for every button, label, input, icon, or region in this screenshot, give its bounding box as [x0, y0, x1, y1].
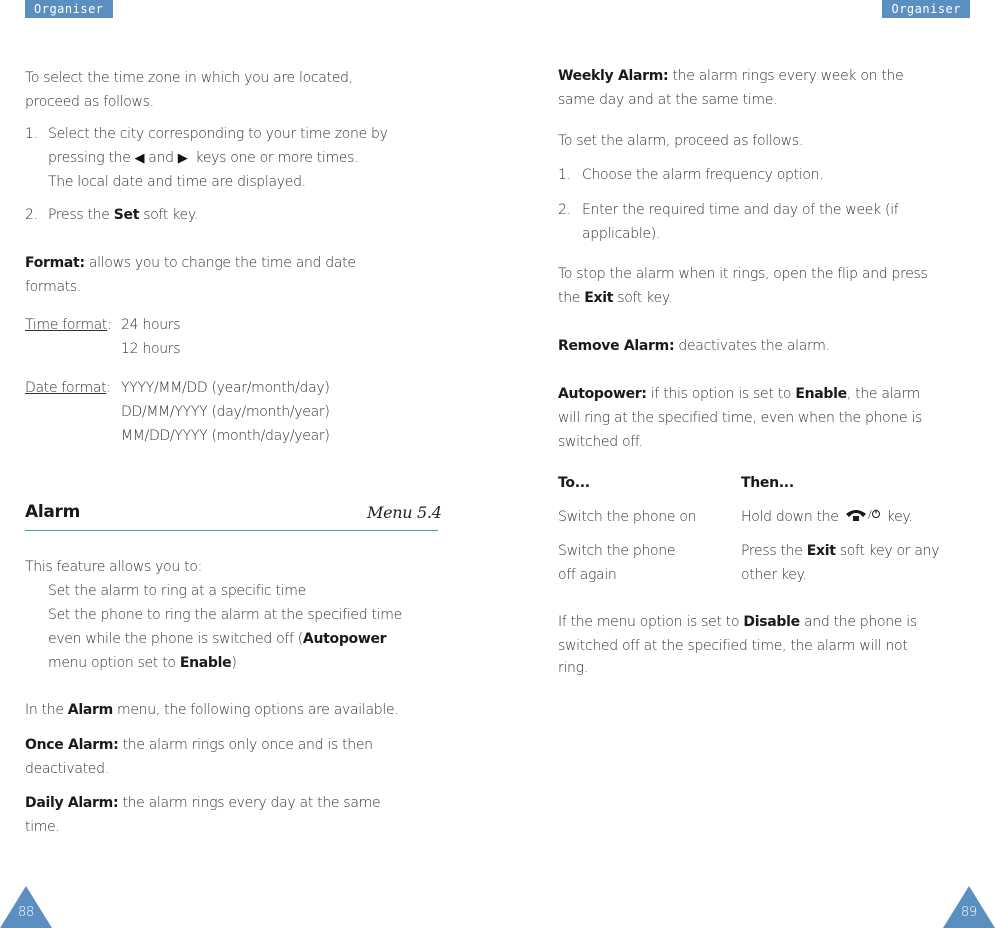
time-format-option: 12 hours [121, 341, 181, 357]
date-format-label-text: Date format [25, 380, 107, 396]
stop-post: soft key. [617, 290, 673, 306]
right-arrow-icon: ▶ [177, 151, 188, 166]
remove-alarm-line [558, 334, 830, 358]
step2-text [48, 203, 198, 227]
step-number: 2. [25, 207, 38, 223]
disable-line [558, 610, 917, 634]
section-tag-left: Organiser [25, 0, 113, 18]
section-divider [25, 530, 438, 531]
page-number-text: 89 [961, 905, 977, 920]
table-cell-then: other key. [741, 567, 807, 583]
autopower-line [558, 382, 920, 406]
disable-post: and the phone is [803, 614, 917, 630]
format-label: Format: [25, 255, 85, 271]
weekly-alarm-label: Weekly Alarm: [558, 68, 669, 84]
exit-key-label: Exit [806, 543, 836, 559]
daily-alarm-text: the alarm rings every day at the same [122, 795, 381, 811]
feature2-pre: even while the phone is switched off ( [48, 631, 303, 647]
row2-then-post: soft key or any [839, 543, 940, 559]
feature2-line3-pre: menu option set to [48, 655, 176, 671]
step1-keys-line [48, 146, 358, 171]
step1-pre: pressing the [48, 150, 131, 166]
autopower-label: Autopower: [558, 386, 647, 402]
date-format-label: Date format: [25, 380, 111, 396]
date-format-option: YYYY/MM/DD (year/month/day) [121, 380, 330, 396]
step2-post: soft key. [143, 207, 199, 223]
format-text: allows you to change the time and date [88, 255, 356, 271]
stop-alarm-line [558, 286, 672, 310]
step2-text: Enter the required time and day of the week (if [582, 202, 899, 218]
autopower-text: switched off. [558, 434, 643, 450]
step2-text: applicable). [582, 226, 661, 242]
page-number-right [943, 886, 995, 928]
svg-text:/: / [867, 508, 872, 521]
remove-alarm-label: Remove Alarm: [558, 338, 675, 354]
table-cell-to: off again [558, 567, 617, 583]
autopower-post: , the alarm [846, 386, 921, 402]
row2-then-pre: Press the [741, 543, 803, 559]
time-format-label-text: Time format [25, 317, 108, 333]
exit-key-label: Exit [584, 290, 614, 306]
disable-label: Disable [743, 614, 800, 630]
weekly-alarm-text: the alarm rings every week on the [672, 68, 904, 84]
table-header-then [741, 471, 794, 495]
left-arrow-icon: ◀ [134, 151, 145, 166]
once-alarm-text: deactivated. [25, 761, 109, 777]
feature-item: Set the alarm to ring at a specific time [48, 583, 306, 599]
once-alarm-text: the alarm rings only once and is then [122, 737, 373, 753]
weekly-alarm-text: same day and at the same time. [558, 92, 778, 108]
step-number: 1. [25, 126, 38, 142]
disable-text: switched off at the specified time, the alarm will not [558, 638, 908, 654]
weekly-alarm-line [558, 64, 903, 88]
step1-result: The local date and time are displayed. [48, 174, 306, 190]
autopower-label: Autopower [302, 631, 387, 647]
stop-alarm-text: To stop the alarm when it rings, open the flip and press [558, 266, 928, 282]
table-header-to [558, 471, 590, 495]
menu-intro [25, 698, 398, 722]
feature2-line3-post: ) [231, 655, 237, 671]
alarm-menu-label: Alarm [67, 702, 113, 718]
daily-alarm-text: time. [25, 819, 60, 835]
set-alarm-intro: To set the alarm, proceed as follows. [558, 133, 803, 149]
format-line [25, 251, 356, 275]
page-number-text: 88 [18, 905, 34, 920]
feature-item-cont [48, 627, 386, 651]
disable-text: ring. [558, 660, 588, 676]
format-text: formats. [25, 279, 82, 295]
feature-item-cont [48, 651, 237, 675]
time-format-label: Time format: [25, 317, 112, 333]
autopower-pre: if this option is set to [650, 386, 792, 402]
section-tag-right: Organiser [882, 0, 970, 18]
disable-pre: If the menu option is set to [558, 614, 740, 630]
time-format-option: 24 hours [121, 317, 181, 333]
row1-then-post: key. [886, 509, 913, 525]
feature-intro: This feature allows you to: [25, 559, 203, 575]
table-header-to-text: To... [558, 475, 590, 491]
row1-then-pre: Hold down the [741, 509, 839, 525]
section-title: Alarm [25, 502, 81, 522]
power-end-key-icon [845, 507, 883, 531]
once-alarm-label: Once Alarm: [25, 737, 119, 753]
date-format-option: MM/DD/YYYY (month/day/year) [121, 428, 330, 444]
feature-item: Set the phone to ring the alarm at the specified time [48, 607, 402, 623]
step2-pre: Press the [48, 207, 110, 223]
table-header-then-text: Then... [741, 475, 794, 491]
date-format-option: DD/MM/YYYY (day/month/year) [121, 404, 330, 420]
step1-and: and [148, 150, 174, 166]
autopower-text: will ring at the specified time, even when the phone is [558, 410, 923, 426]
daily-alarm-label: Daily Alarm: [25, 795, 119, 811]
enable-label: Enable [795, 386, 847, 402]
menu-number: Menu 5.4 [367, 503, 442, 522]
daily-alarm-line [25, 791, 380, 815]
table-cell-then [741, 539, 939, 563]
intro-line: To select the time zone in which you are located, [25, 70, 353, 86]
table-cell-to: Switch the phone on [558, 509, 697, 525]
remove-alarm-text: deactivates the alarm. [678, 338, 830, 354]
step-number: 1. [558, 167, 571, 183]
step1-text: Select the city corresponding to your time zone by [48, 126, 388, 142]
intro-line: proceed as follows. [25, 94, 154, 110]
step1-text: Choose the alarm frequency option. [582, 167, 824, 183]
enable-label: Enable [179, 655, 232, 671]
set-key-label: Set [113, 207, 140, 223]
table-cell-to: Switch the phone [558, 543, 676, 559]
menu-intro-post: menu, the following options are available. [117, 702, 399, 718]
stop-pre: the [558, 290, 581, 306]
step1-post: keys one or more times. [195, 150, 359, 166]
table-cell-then [741, 505, 913, 531]
menu-intro-pre: In the [25, 702, 64, 718]
page-number-left [0, 886, 52, 928]
step-number: 2. [558, 202, 571, 218]
once-alarm-line [25, 733, 373, 757]
